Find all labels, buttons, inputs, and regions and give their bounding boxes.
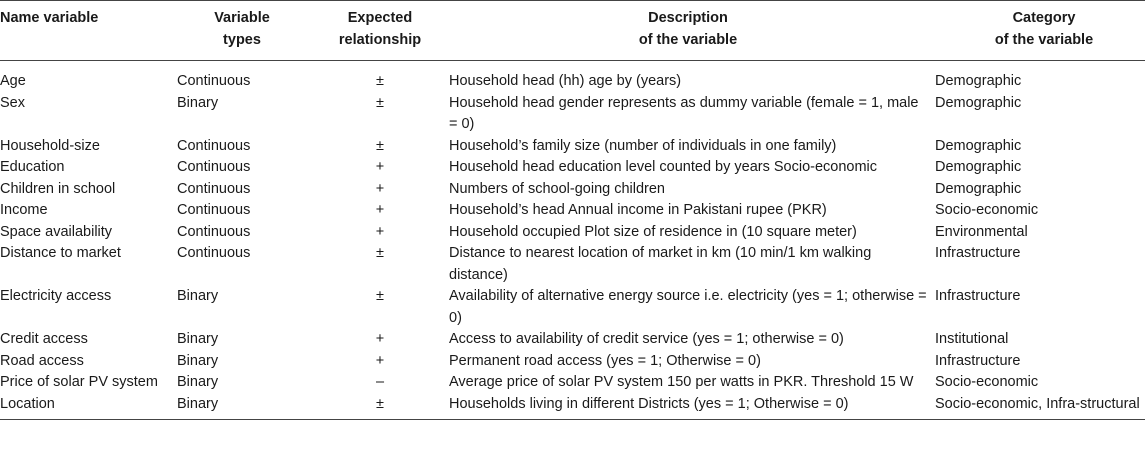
cell-category: Socio-economic, Infra-structural	[931, 394, 1145, 420]
cell-category: Socio-economic	[935, 202, 1039, 218]
header-expected-relationship	[311, 1, 449, 61]
cell-category: Demographic	[935, 180, 1022, 197]
cell-name-variable: Education	[0, 159, 65, 175]
cell-name-variable: Distance to market	[0, 245, 121, 261]
cell-name-variable: Space availability	[0, 223, 113, 240]
table-row	[0, 200, 1145, 222]
cell-description: Permanent road access (yes = 1; Otherwise = 0)	[449, 352, 761, 369]
header-description	[449, 1, 931, 61]
table-row	[0, 136, 1145, 158]
cell-description: Household occupied Plot size of residence in (10 square meter)	[449, 223, 857, 240]
cell-variable-type: Binary	[177, 288, 219, 304]
cell-variable-type: Continuous	[177, 223, 251, 240]
cell-expected-relationship: +	[375, 159, 385, 175]
header-text: Category	[1012, 10, 1076, 26]
cell-variable-type: Continuous	[177, 180, 251, 197]
table-row	[0, 372, 1145, 394]
cell-description: Numbers of school-going children	[449, 180, 665, 197]
cell-name-variable: Location	[0, 394, 169, 420]
cell-category: Environmental	[935, 223, 1028, 240]
cell-category: Infrastructure	[935, 245, 1021, 261]
cell-description: Access to availability of credit service (yes = 1; otherwise = 0)	[449, 331, 844, 347]
cell-category: Socio-economic	[935, 374, 1039, 390]
cell-expected-relationship: ±	[376, 73, 384, 89]
cell-category: Infrastructure	[935, 352, 1021, 369]
cell-name-variable: Income	[0, 202, 48, 218]
cell-expected-relationship: ±	[376, 137, 384, 154]
cell-variable-type: Binary	[177, 352, 219, 369]
cell-category: Demographic	[935, 159, 1022, 175]
cell-name-variable: Household-size	[0, 137, 100, 154]
cell-description: Availability of alternative energy source i.e. electricity (yes = 1; otherwise = 0)	[449, 288, 927, 326]
table-row	[0, 222, 1145, 244]
cell-variable-type: Binary	[177, 331, 219, 347]
header-text: of the variable	[638, 31, 738, 48]
header-text: Variable	[214, 10, 270, 26]
cell-expected-relationship: +	[375, 352, 385, 369]
table-row	[0, 286, 1145, 329]
cell-category: Demographic	[935, 137, 1022, 154]
table-row	[0, 394, 1145, 420]
cell-description: Average price of solar PV system 150 per watts in PKR. Threshold 15 W	[449, 374, 914, 390]
table-row	[0, 61, 1145, 93]
cell-variable-type: Continuous	[177, 202, 251, 218]
cell-variable-type: Binary	[177, 94, 219, 111]
cell-name-variable: Children in school	[0, 180, 116, 197]
cell-category: Infrastructure	[935, 288, 1021, 304]
table-row	[0, 179, 1145, 201]
cell-expected-relationship: +	[375, 223, 385, 240]
header-text: types	[223, 31, 261, 48]
cell-category: Institutional	[935, 331, 1009, 347]
cell-variable-type: Continuous	[177, 159, 251, 175]
cell-name-variable: Sex	[0, 94, 25, 111]
header-text: of the variable	[994, 31, 1094, 48]
cell-expected-relationship: +	[375, 331, 385, 347]
cell-description: Household head gender represents as dummy variable (female = 1, male = 0)	[449, 94, 919, 132]
cell-expected-relationship: –	[375, 374, 385, 390]
header-text: Description	[648, 10, 728, 26]
cell-expected-relationship: ±	[376, 245, 384, 261]
header-category	[931, 1, 1145, 61]
cell-expected-relationship: +	[375, 202, 385, 218]
cell-variable-type: Continuous	[177, 137, 251, 154]
table-header	[0, 1, 1145, 61]
header-row	[0, 1, 1145, 61]
cell-description: Distance to nearest location of market in km (10 min/1 km walking distance)	[449, 245, 872, 283]
cell-name-variable: Electricity access	[0, 288, 112, 304]
cell-variable-type: Continuous	[177, 245, 251, 261]
cell-description: Household head (hh) age by (years)	[449, 73, 682, 89]
table-row	[0, 351, 1145, 373]
cell-description: Household’s head Annual income in Pakistani rupee (PKR)	[449, 202, 827, 218]
cell-category: Demographic	[935, 73, 1022, 89]
header-text: Expected	[347, 10, 413, 26]
cell-category: Demographic	[935, 94, 1022, 111]
cell-name-variable: Price of solar PV system	[0, 374, 158, 390]
cell-variable-type: Binary	[177, 374, 219, 390]
cell-expected-relationship: +	[375, 180, 385, 197]
table-row	[0, 243, 1145, 286]
header-text: relationship	[338, 31, 422, 48]
header-variable-types	[169, 1, 311, 61]
cell-variable-type: Continuous	[177, 73, 251, 89]
table-row	[0, 329, 1145, 351]
cell-name-variable: Road access	[0, 352, 84, 369]
table-body	[0, 61, 1145, 420]
table-row	[0, 93, 1145, 136]
header-name-variable	[0, 1, 169, 61]
cell-name-variable: Credit access	[0, 331, 88, 347]
cell-variable-type: Binary	[169, 394, 311, 420]
cell-expected-relationship: ±	[311, 394, 449, 420]
header-text: Name variable	[0, 10, 99, 26]
cell-expected-relationship: ±	[376, 94, 384, 111]
cell-expected-relationship: ±	[376, 288, 384, 304]
cell-description: Household’s family size (number of individuals in one family)	[449, 137, 837, 154]
cell-description: Households living in different Districts (yes = 1; Otherwise = 0)	[449, 394, 931, 420]
cell-name-variable: Age	[0, 73, 26, 89]
cell-description: Household head education level counted by years Socio-economic	[449, 159, 878, 175]
table-row	[0, 157, 1145, 179]
